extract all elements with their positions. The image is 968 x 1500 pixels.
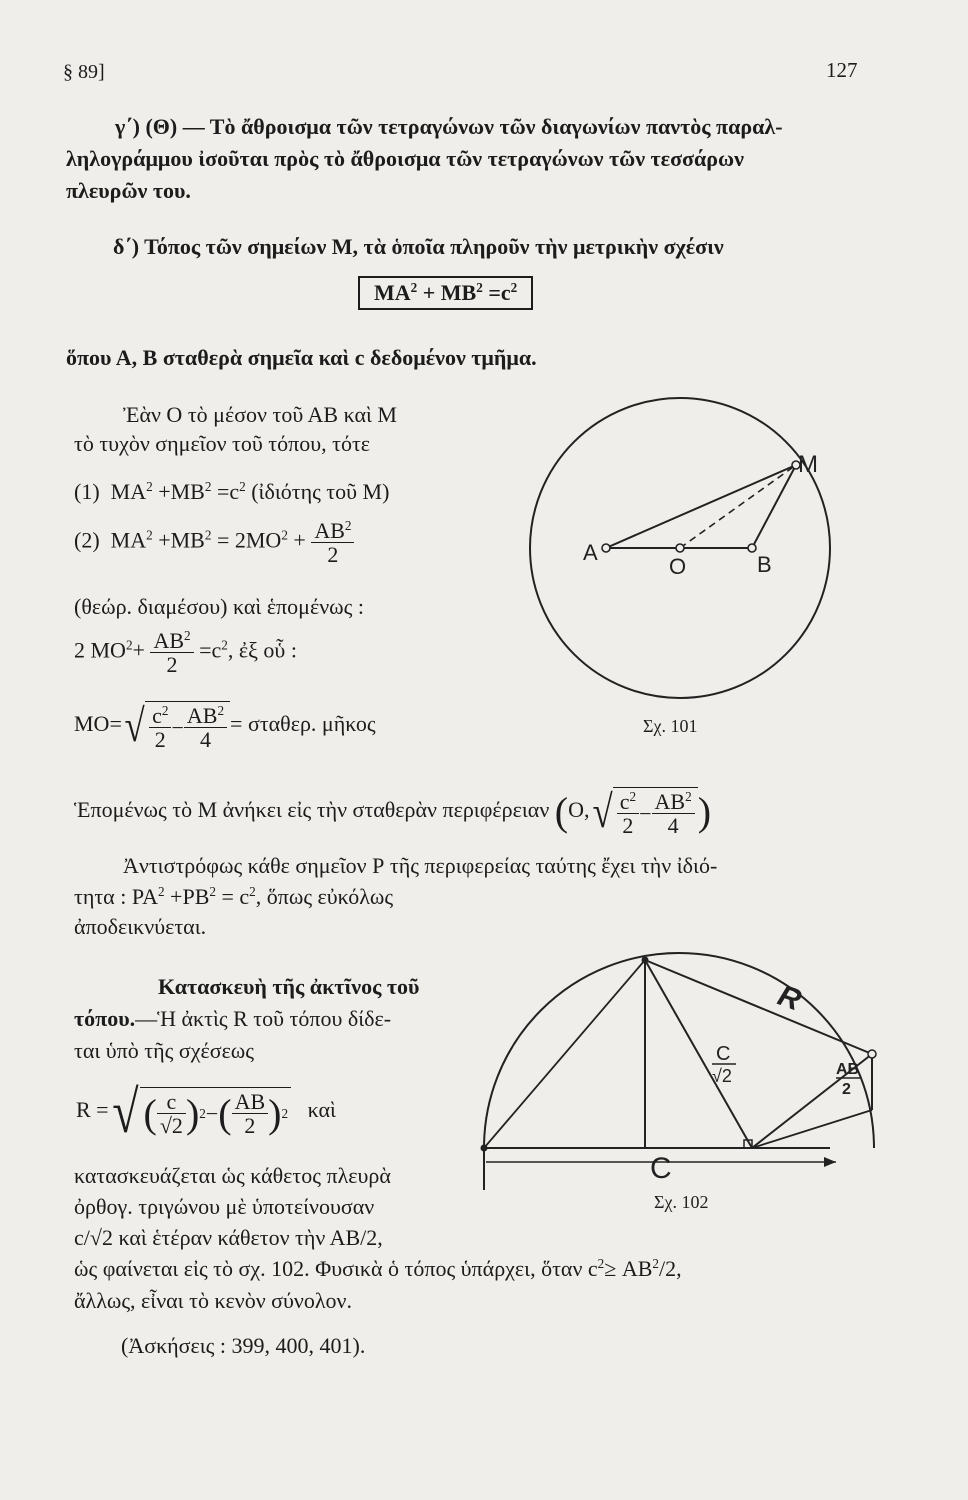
construction-line-4: κατασκευάζεται ὡς κάθετος πλευρὰ (74, 1163, 391, 1188)
radius-formula: R = √ ( $\frac{c}{√2}$ ) 2 − ( $\frac{AB}{2}$ ) 2 καὶ (76, 1079, 336, 1145)
point-left (481, 1145, 488, 1152)
para-line-2: τὸ τυχὸν σημεῖον τοῦ τόπου, τότε (74, 431, 371, 456)
result-line: Ἑπομένως τὸ Μ ἀνήκει εἰς τὴν σταθερὰν περιφέρειαν (Ο, √ $\frac{c^2}{2}$ − $\frac{AB^2}{4}$ ) (74, 786, 712, 839)
construction-line-6: c/√2 καὶ ἑτέραν κάθετον τὴν ΑΒ/2, (74, 1225, 383, 1250)
delta-line-1: δ΄) Τόπος τῶν σημείων Μ, τὰ ὁποῖα πληροῦν τὴν μετρικὴν σχέσιν (113, 234, 724, 259)
label-a: A (583, 540, 598, 565)
construction-title: Κατασκευὴ τῆς ἀκτῖνος τοῦ (158, 974, 420, 999)
point-o (676, 544, 684, 552)
delta-line-2: ὅπου Α, Β σταθερὰ σημεῖα καὶ c δεδομένον τμῆμα. (66, 345, 537, 370)
construction-line-8: ἄλλως, εἶναι τὸ κενὸν σύνολον. (74, 1288, 352, 1313)
construction-line-5: ὀρθογ. τριγώνου μὲ ὑποτείνουσαν (74, 1194, 375, 1219)
median-mo (680, 465, 796, 548)
theorem-note: (θεώρ. διαμέσου) καὶ ἑπομένως : (74, 594, 364, 619)
caption-101: Σχ. 101 (643, 716, 698, 736)
square-root: √ $\frac{c^2}{2}$ − $\frac{AB^2}{4}$ (122, 701, 230, 751)
segment-1 (645, 960, 872, 1054)
label-c-den: √2 (712, 1066, 732, 1086)
point-b (748, 544, 756, 552)
label-b: B (757, 552, 772, 577)
label-c-num: C (716, 1043, 731, 1065)
construction-line-3: ται ὑπὸ τῆς σχέσεως (74, 1038, 254, 1063)
figure-102 (481, 953, 877, 1212)
gamma-line-3: πλευρῶν του. (66, 178, 191, 203)
segment-2 (645, 960, 752, 1148)
gamma-line-2: ληλογράμμου ἰσοῦται πρὸς τὸ ἄθροισμα τῶν τετραγώνων τῶν τεσσάρων (66, 146, 744, 171)
converse-line-3: ἀποδεικνύεται. (74, 914, 207, 939)
construction-line-2: τόπου.—Ἡ ἀκτὶς R τοῦ τόπου δίδε- (74, 1006, 392, 1031)
section-label: § 89] (63, 61, 105, 83)
point-a (602, 544, 610, 552)
exercises-note: (Ἀσκήσεις : 399, 400, 401). (121, 1333, 366, 1358)
construction-line-7: ὡς φαίνεται εἰς τὸ σχ. 102. Φυσικὰ ὁ τόπος ὑπάρχει, ὅταν $c^2\ge AB^2/2$, (74, 1256, 682, 1281)
arrow-head (824, 1157, 836, 1167)
converse-line-1: Ἀντιστρόφως κάθε σημεῖον Ρ τῆς περιφερείας ταύτης ἔχει τὴν ἰδιό- (123, 853, 718, 878)
gamma-line-1: γ΄) (Θ) — Τὸ ἄθροισμα τῶν τετραγώνων τῶν διαγωνίων παντὸς παραλ- (115, 114, 783, 139)
label-ab-num: AB (836, 1061, 860, 1078)
label-m: M (798, 451, 818, 478)
segment-mb (752, 465, 796, 548)
boxed-formula: $MA^2 + MB^2 =c^2$ (358, 276, 533, 310)
semicircle-arc (484, 953, 874, 1148)
fraction-ab2-over-2: $\frac{AB^2}{2}$ (311, 519, 354, 566)
label-c: C (650, 1152, 672, 1185)
point-top (642, 957, 649, 964)
point-right (868, 1050, 876, 1058)
label-r: R (773, 978, 806, 1018)
caption-102: Σχ. 102 (654, 1192, 709, 1212)
segment-ma (606, 465, 796, 548)
segment-5 (752, 1110, 872, 1148)
equation-1: (1) $MA^2 +MB^2 =c^2$ (ἰδιότης τοῦ Μ) (74, 479, 390, 504)
label-ab-den: 2 (842, 1081, 851, 1098)
label-o: O (669, 554, 687, 579)
equation-2: (2) $MA^2 +MB^2 = 2MO^2$ + $\frac{AB^2}{2}$ (74, 519, 354, 566)
para-line-1: Ἐὰν Ο τὸ μέσον τοῦ ΑΒ καὶ Μ (123, 402, 397, 427)
fraction-ab2-over-2-b: $\frac{AB^2}{2}$ (150, 629, 193, 676)
radius-square-root: √ ( $\frac{c}{√2}$ ) 2 − ( $\frac{AB}{2}$ ) 2 (109, 1082, 292, 1142)
page-number: 127 (826, 58, 858, 82)
equation-3: 2 $MO^2+$ $\frac{AB^2}{2}$ $=c^2$, ἐξ οὗ : (74, 628, 297, 678)
converse-line-2: τητα : $PA^2 +PB^2 = c^2$, ὅπως εὐκόλως (74, 884, 394, 909)
equation-4: ΜΟ= √ $\frac{c^2}{2}$ − $\frac{AB^2}{4}$ = σταθερ. μῆκος (74, 700, 376, 753)
